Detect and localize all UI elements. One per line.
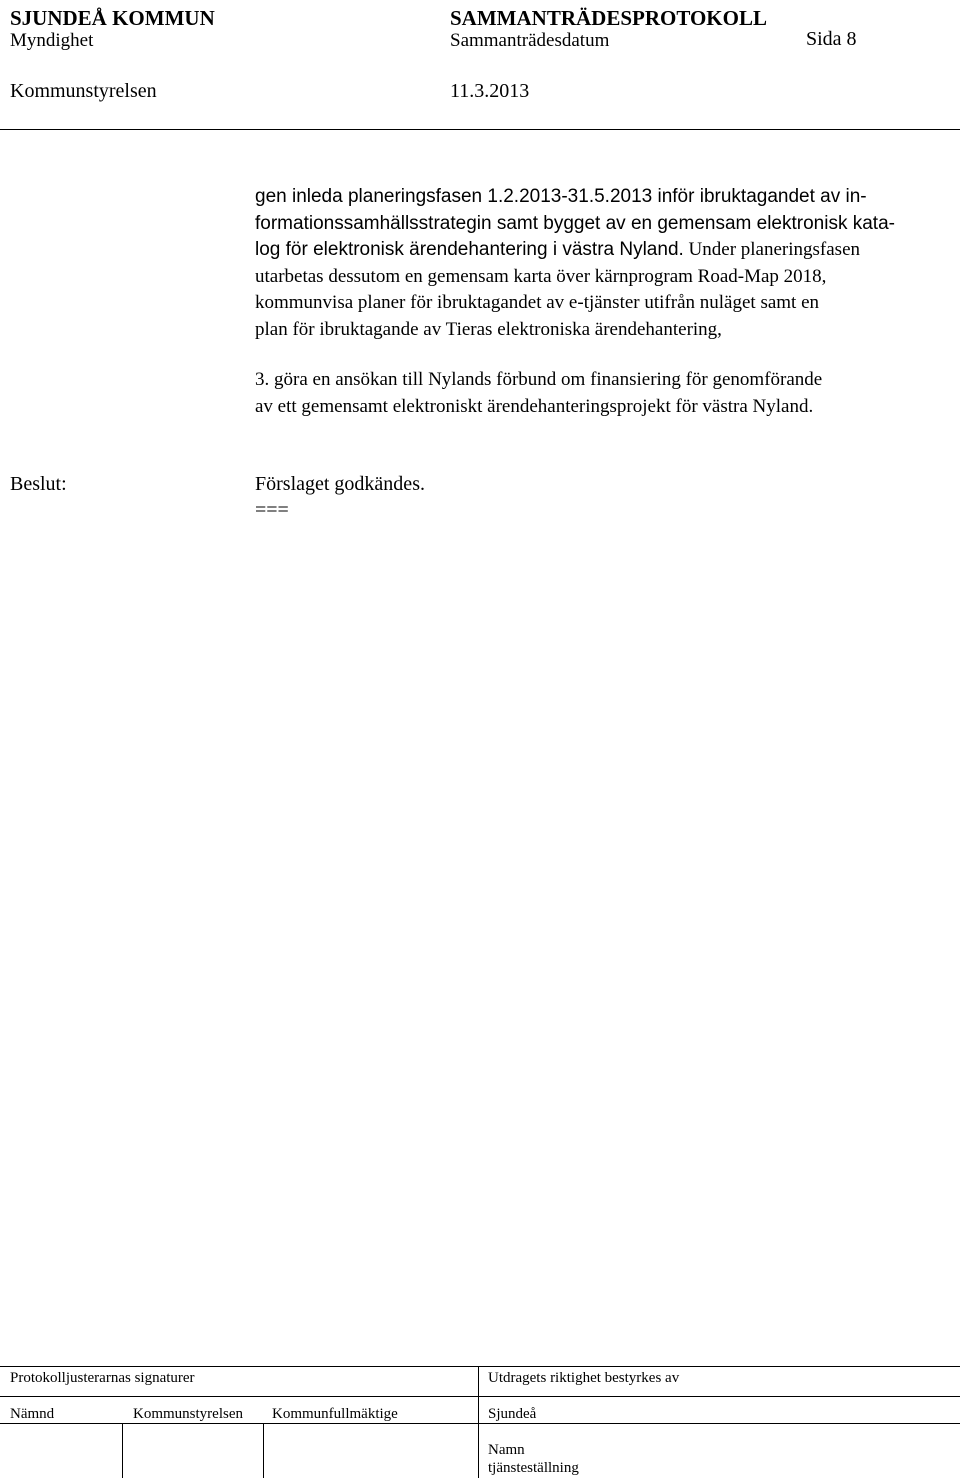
body-line: utarbetas dessutom en gemensam karta över kärnprogram Road-Map 2018,	[255, 265, 827, 287]
footer-col-kommunfullmaktige: Kommunfullmäktige	[272, 1406, 398, 1422]
footer-col-kommunstyrelsen: Kommunstyrelsen	[133, 1406, 243, 1422]
footer-divider-lower	[0, 1423, 960, 1424]
header-divider	[0, 129, 960, 130]
decision-text: Förslaget godkändes.	[255, 473, 425, 495]
footer-place: Sjundeå	[488, 1406, 537, 1422]
body-line: kommunvisa planer för ibruktagandet av e-tjänster utifrån nuläget samt en	[255, 292, 820, 313]
body-line	[255, 237, 955, 264]
organization-name: SJUNDEÅ KOMMUN	[10, 6, 215, 30]
body-line-part: Under planeringsfasen	[683, 239, 861, 260]
body-paragraph-2	[255, 367, 955, 420]
footer-name-label: Namn	[488, 1442, 525, 1458]
footer-divider-top	[0, 1366, 960, 1367]
body-line-part: log för elektronisk ärendehantering i västra Nyland.	[255, 239, 684, 260]
certify-label: Utdragets riktighet bestyrkes av	[488, 1370, 680, 1386]
body-line: formationssamhällsstrategin samt bygget av en gemensam elektronisk kata-	[255, 212, 895, 234]
footer-title-label: tjänsteställning	[488, 1460, 579, 1476]
body-line: gen inleda planeringsfasen 1.2.2013-31.5.2013 inför ibruktagandet av in-	[255, 186, 867, 207]
signature-cell-divider-2	[263, 1423, 264, 1478]
footer-col-namnd: Nämnd	[10, 1406, 55, 1422]
body-line: av ett gemensamt elektroniskt ärendehanteringsprojekt för västra Nyland.	[255, 395, 814, 417]
meeting-date-label: Sammanträdesdatum	[450, 30, 610, 51]
footer-divider-middle	[0, 1396, 960, 1397]
document-type: SAMMANTRÄDESPROTOKOLL	[450, 6, 767, 30]
authority-name: Kommunstyrelsen	[10, 80, 157, 102]
decision-end-marker: ===	[255, 499, 289, 521]
decision-label: Beslut:	[10, 473, 67, 495]
authority-label: Myndighet	[10, 30, 94, 51]
body-paragraph-1	[255, 184, 955, 343]
body-line: 3. göra en ansökan till Nylands förbund om finansiering för genomförande	[255, 369, 823, 390]
signatures-label: Protokolljusterarnas signaturer	[10, 1370, 195, 1386]
footer-column-divider	[478, 1366, 479, 1478]
page-number: Sida 8	[806, 28, 857, 50]
body-line: plan för ibruktagande av Tieras elektroniska ärendehantering,	[255, 318, 722, 340]
signature-cell-divider-1	[122, 1423, 123, 1478]
meeting-date: 11.3.2013	[450, 80, 530, 102]
